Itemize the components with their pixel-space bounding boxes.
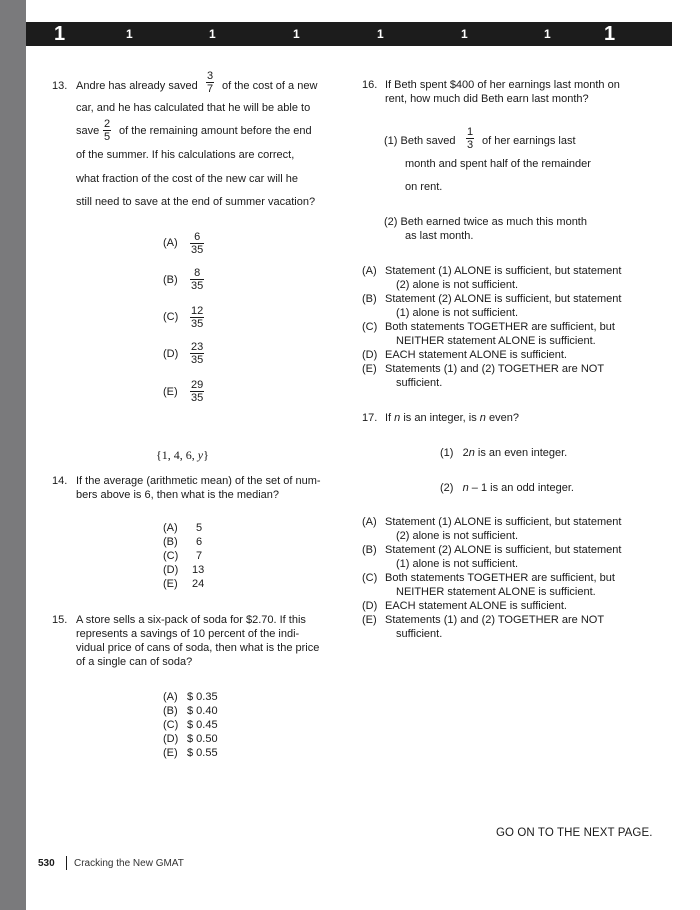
question-text: Andre has already saved [76, 80, 198, 92]
question-text: save [76, 125, 100, 137]
section-number: 1 [461, 27, 468, 41]
section-number: 1 [377, 27, 384, 41]
number-set: {1, 4, 6, y} [156, 448, 209, 462]
fraction: $\frac{8}{35}$ [191, 267, 204, 292]
side-strip [0, 0, 26, 910]
statement-1: of her earnings last [482, 135, 576, 147]
statement-2: as last month. [405, 230, 474, 242]
book-title: Cracking the New GMAT [74, 858, 184, 869]
question-text: what fraction of the cost of the new car will he [76, 173, 298, 185]
question-text: A store sells a six-pack of soda for $2.70. If this [76, 614, 306, 626]
section-number: 1 [293, 27, 300, 41]
question-text: car, and he has calculated that he will be able to [76, 102, 311, 114]
page-number: 530 [38, 858, 55, 869]
fraction: $\frac{23}{35}$ [191, 341, 204, 366]
question-number: 15. [52, 614, 68, 626]
fraction: $\frac{3}{7}$ [207, 70, 214, 95]
next-page-notice: GO ON TO THE NEXT PAGE. [496, 827, 653, 839]
question-text: bers above is 6, then what is the median? [76, 489, 280, 501]
statement-2: (2) Beth earned twice as much this month [384, 216, 587, 228]
fraction: $\frac{12}{35}$ [191, 305, 204, 330]
statement-1: (1) 2n is an even integer. [440, 447, 568, 459]
question-number: 14. [52, 475, 68, 487]
question-text: of the cost of a new [222, 80, 318, 92]
question-number: 17. [362, 412, 378, 424]
section-number: 1 [209, 27, 216, 41]
fraction: $\frac{6}{35}$ [191, 231, 204, 256]
fraction: $\frac{29}{35}$ [191, 379, 204, 404]
question-text: If Beth spent $400 of her earnings last month on [385, 79, 620, 91]
section-number: 1 [604, 23, 616, 45]
section-number: 1 [54, 23, 66, 45]
section-number: 1 [126, 27, 133, 41]
question-text: If the average (arithmetic mean) of the set of num- [76, 475, 321, 487]
question-text: represents a savings of 10 percent of the indi- [76, 628, 300, 640]
fraction: $\frac{2}{5}$ [104, 118, 111, 143]
statement-2: (2) n – 1 is an odd integer. [440, 482, 574, 494]
footer-divider [66, 856, 67, 870]
statement-1: month and spent half of the remainder [405, 158, 591, 170]
question-text: rent, how much did Beth earn last month? [385, 93, 589, 105]
statement-1: on rent. [405, 181, 443, 193]
question-text: of the summer. If his calculations are correct, [76, 149, 295, 161]
question-text: of the remaining amount before the end [119, 125, 312, 137]
question-number: 13. [52, 80, 68, 92]
section-number: 1 [544, 27, 551, 41]
section-header-bar [26, 22, 672, 46]
fraction: $\frac{1}{3}$ [467, 126, 474, 151]
question-text: of a single can of soda? [76, 656, 193, 668]
question-text: still need to save at the end of summer vacation? [76, 196, 316, 208]
statement-1: (1) Beth saved [384, 135, 456, 147]
question-text: If n is an integer, is n even? [385, 412, 519, 424]
question-text: vidual price of cans of soda, then what is the price [76, 642, 320, 654]
question-number: 16. [362, 79, 378, 91]
